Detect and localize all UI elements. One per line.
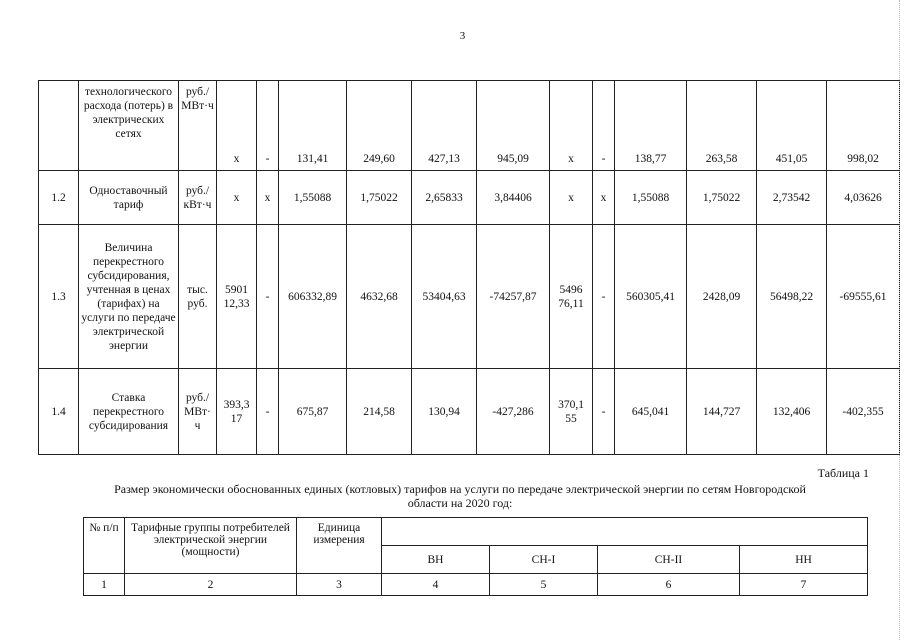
row-unit: руб./ МВт·ч [179,81,217,171]
value-cell: х [550,171,593,225]
value-cell: 606332,89 [279,225,347,369]
value-cell: - [257,369,279,455]
value-cell: 560305,41 [615,225,687,369]
row-unit: руб./ МВт· ч [179,369,217,455]
value-cell: -427,286 [477,369,550,455]
value-cell: х [550,81,593,171]
row-number [39,81,79,171]
header-num: № п/п [84,518,125,574]
header-level-vn: ВН [382,546,490,574]
value-cell: 1,55088 [615,171,687,225]
value-cell: 249,60 [347,81,412,171]
header-level-sn2: СН-II [598,546,740,574]
value-cell: 370,1 55 [550,369,593,455]
value-cell: 3,84406 [477,171,550,225]
value-cell: 4632,68 [347,225,412,369]
value-cell: х [257,171,279,225]
value-cell: 5496 76,11 [550,225,593,369]
value-cell: 53404,63 [412,225,477,369]
value-cell: 5901 12,33 [217,225,257,369]
table-title: Размер экономически обоснованных единых (котловых) тарифов на услуги по передаче электрической энергии по сетям Новгородской области на 2020 год: [114,482,806,510]
value-cell: 945,09 [477,81,550,171]
page-number: 3 [459,30,466,42]
value-cell: 1,75022 [347,171,412,225]
value-cell: х [217,171,257,225]
header-groups: Тарифные группы потребителей электрической энергии (мощности) [125,518,297,574]
value-cell: х [593,171,615,225]
row-unit: тыс. руб. [179,225,217,369]
value-cell: -402,355 [827,369,900,455]
row-number: 1.2 [39,171,79,225]
row-name: Одноставочный тариф [79,171,179,225]
value-cell: 427,13 [412,81,477,171]
table-row [39,171,900,225]
value-cell: - [593,369,615,455]
scan-edge [899,0,903,640]
value-cell: 214,58 [347,369,412,455]
value-cell: 451,05 [757,81,827,171]
table-row [39,81,900,171]
table-row [39,369,900,455]
index-cell: 3 [297,574,382,596]
row-name: Ставка перекрестного субсидирования [79,369,179,455]
index-cell: 6 [598,574,740,596]
value-cell: - [257,225,279,369]
row-number: 1.4 [39,369,79,455]
row-number: 1.3 [39,225,79,369]
value-cell: 132,406 [757,369,827,455]
value-cell: -74257,87 [477,225,550,369]
index-cell: 5 [490,574,598,596]
value-cell: 1,75022 [687,171,757,225]
header-level-sn1: СН-I [490,546,598,574]
value-cell: 1,55088 [279,171,347,225]
value-cell: - [593,225,615,369]
row-unit: руб./ кВт·ч [179,171,217,225]
table-row [39,225,900,369]
value-cell: 2,73542 [757,171,827,225]
row-name: Величина перекрестного субсидирования, учтенная в ценах (тарифах) на услуги по передаче электрической энергии [79,225,179,369]
tariff-table-continuation [38,80,900,455]
tariff-table-1 [83,517,868,596]
value-cell: 675,87 [279,369,347,455]
header-level-nn: НН [740,546,868,574]
header-unit: Единица измерения [297,518,382,574]
value-cell: 56498,22 [757,225,827,369]
index-cell: 7 [740,574,868,596]
row-name: технологического расхода (потерь) в электрических сетях [79,81,179,171]
value-cell: 2428,09 [687,225,757,369]
value-cell: 138,77 [615,81,687,171]
header-voltage-levels [382,518,868,546]
value-cell: 130,94 [412,369,477,455]
value-cell: -69555,61 [827,225,900,369]
index-cell: 1 [84,574,125,596]
value-cell: 2,65833 [412,171,477,225]
value-cell: - [593,81,615,171]
value-cell: 645,041 [615,369,687,455]
value-cell: 131,41 [279,81,347,171]
value-cell: х [217,81,257,171]
value-cell: 144,727 [687,369,757,455]
value-cell: 393,3 17 [217,369,257,455]
value-cell: 998,02 [827,81,900,171]
value-cell: - [257,81,279,171]
index-cell: 4 [382,574,490,596]
value-cell: 4,03626 [827,171,900,225]
index-cell: 2 [125,574,297,596]
value-cell: 263,58 [687,81,757,171]
table-caption: Таблица 1 [817,466,869,480]
